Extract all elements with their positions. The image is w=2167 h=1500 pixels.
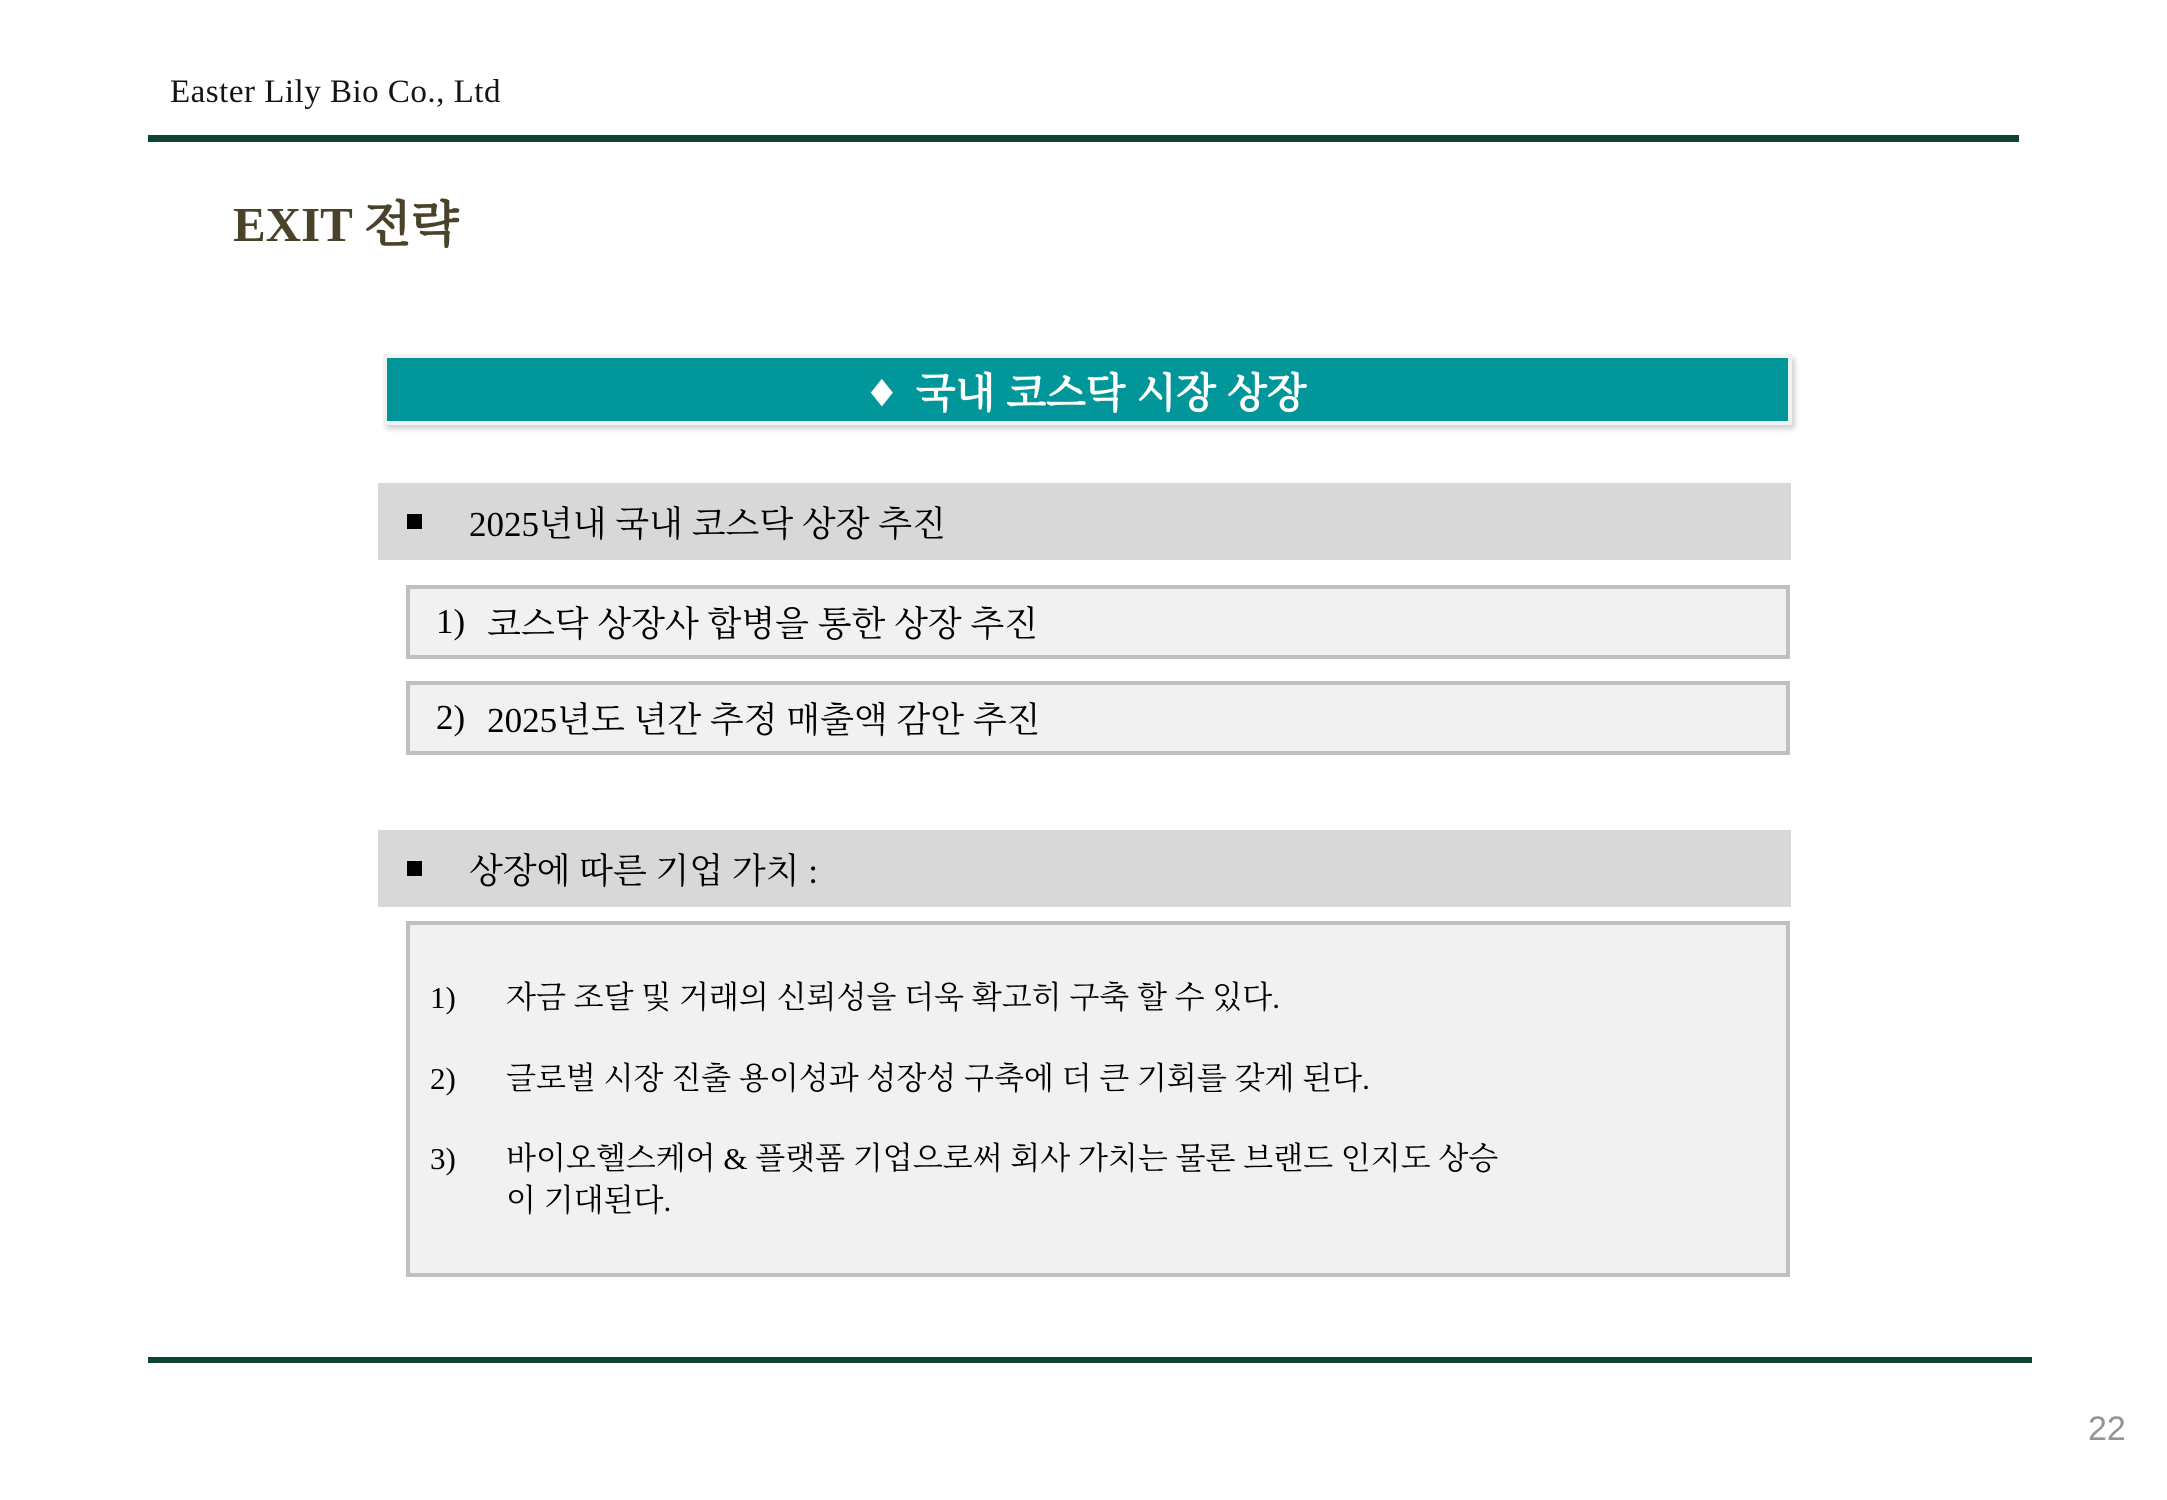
item-text: 글로벌 시장 진출 용이성과 성장성 구축에 더 큰 기회를 갖게 된다. bbox=[506, 1060, 1370, 1096]
diamond-icon: ◆ bbox=[871, 368, 894, 410]
item-number: 1) bbox=[430, 980, 456, 1015]
item-text: 자금 조달 및 거래의 신뢰성을 더욱 확고히 구축 할 수 있다. bbox=[506, 980, 1281, 1015]
item-text: 코스닥 상장사 합병을 통한 상장 추진 bbox=[487, 605, 1039, 644]
bullet-square-icon bbox=[407, 514, 422, 529]
item-text: 2025년도 년간 추정 매출액 감안 추진 bbox=[487, 701, 1041, 740]
section1-item-box-1 bbox=[406, 585, 1790, 659]
footer-rule bbox=[148, 1357, 2032, 1363]
value-item-2 bbox=[410, 1058, 1786, 1100]
item-number: 1) bbox=[436, 602, 466, 641]
section2-value-box bbox=[406, 921, 1790, 1277]
value-item-1 bbox=[410, 977, 1786, 1019]
item-number: 3) bbox=[430, 1141, 456, 1177]
section2-heading-bar bbox=[378, 830, 1791, 907]
banner-title: 국내 코스닥 시장 상장 bbox=[916, 370, 1307, 416]
section1-heading-label: 2025년내 국내 코스닥 상장 추진 bbox=[469, 504, 946, 544]
item-text: 바이오헬스케어 & 플랫폼 기업으로써 회사 가치는 물론 브랜드 인지도 상승이 기대된다. bbox=[506, 1141, 1499, 1218]
section1-heading-bar bbox=[378, 483, 1791, 560]
header-rule bbox=[148, 135, 2019, 142]
section1-item-box-2 bbox=[406, 681, 1790, 755]
section-banner bbox=[383, 354, 1792, 425]
item-number: 2) bbox=[430, 1060, 456, 1096]
section2-heading-label: 상장에 따른 기업 가치 : bbox=[469, 851, 819, 891]
value-item-3 bbox=[410, 1138, 1786, 1221]
bullet-square-icon bbox=[407, 861, 422, 876]
item-number: 2) bbox=[436, 698, 466, 737]
company-name: Easter Lily Bio Co., Ltd bbox=[170, 74, 501, 110]
page-number: 22 bbox=[2088, 1410, 2126, 1448]
page-title: EXIT 전략 bbox=[233, 197, 459, 252]
